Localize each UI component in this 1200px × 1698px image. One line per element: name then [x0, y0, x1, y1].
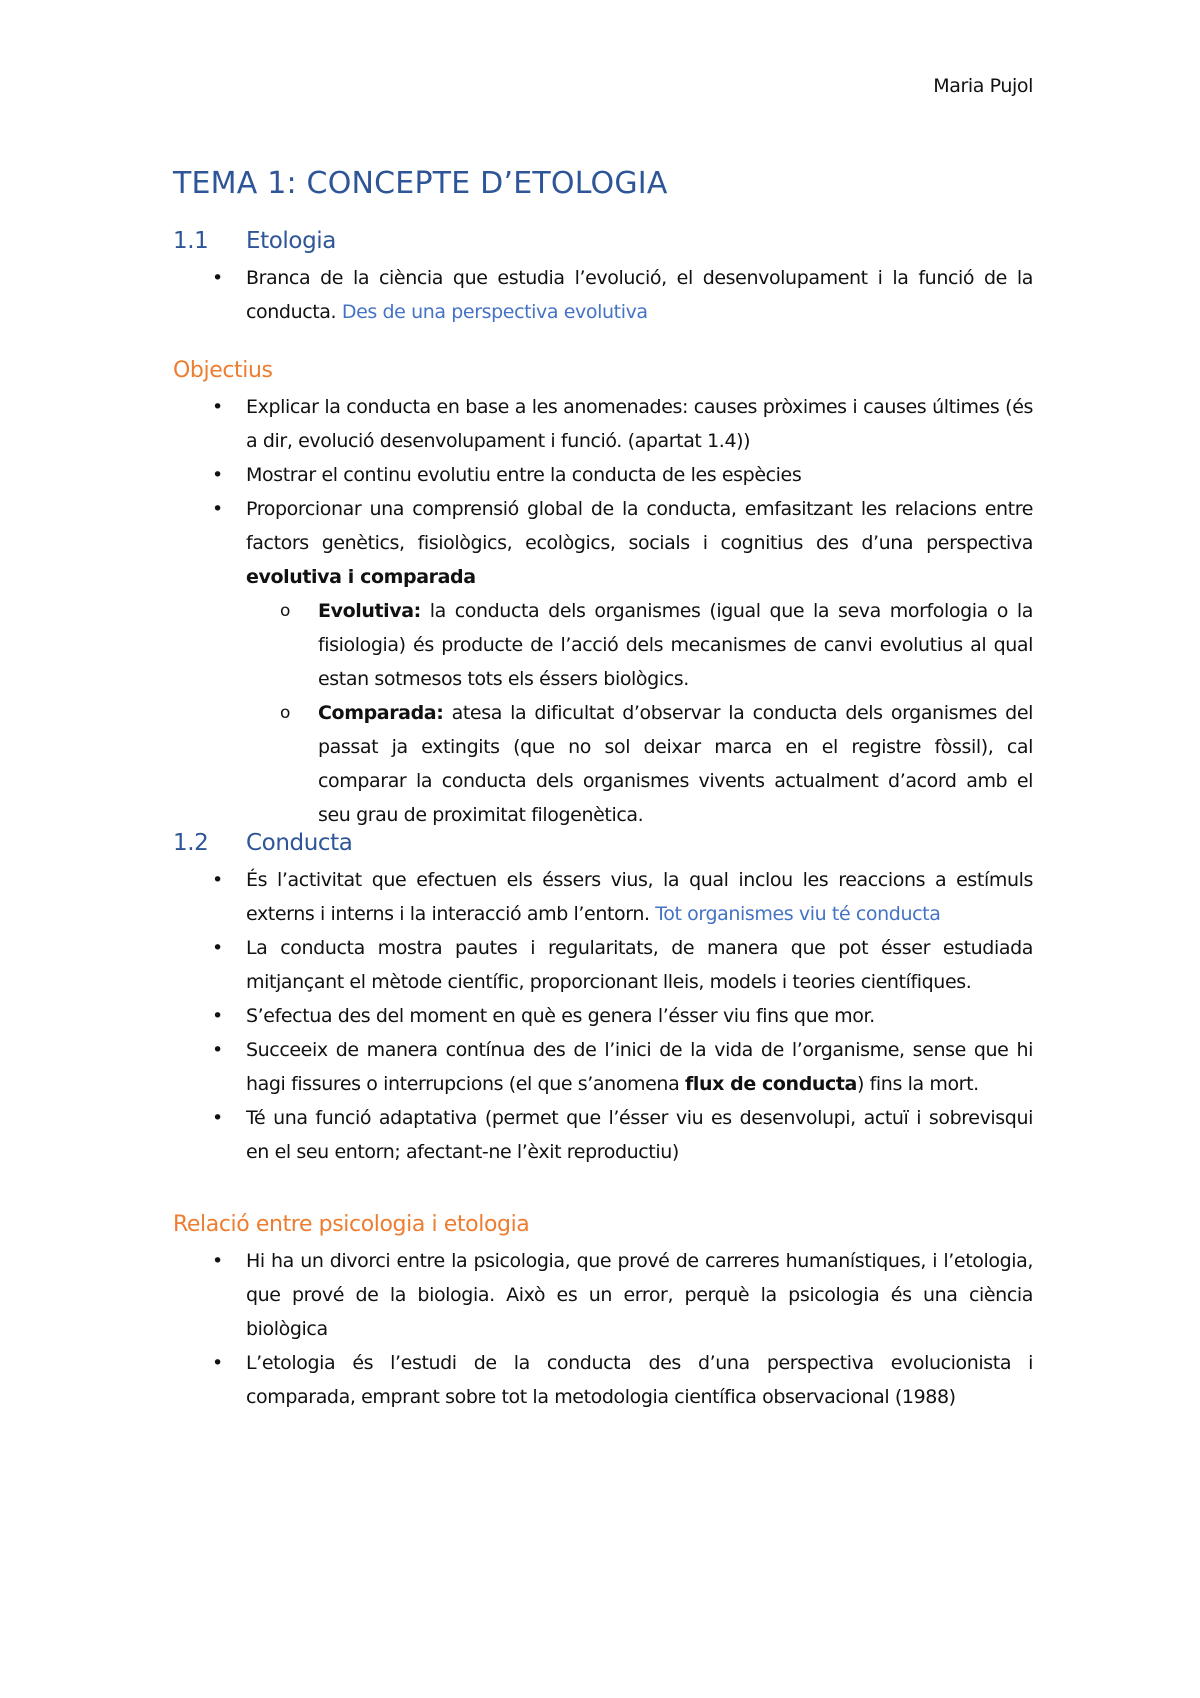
section-title: Conducta — [246, 830, 353, 856]
list-item-text: És l’activitat que efectuen els éssers vius, la qual inclou les reaccions a estímuls externs i interns i la interacció amb l’entorn. — [246, 869, 1033, 925]
highlight-text: Des de una perspectiva evolutiva — [341, 301, 648, 323]
section-heading-etologia — [173, 228, 336, 254]
list-item-text: ) fins la mort. — [856, 1073, 979, 1095]
list-item: • Explicar la conducta en base a les anomenades: causes pròximes i causes últimes (és a dir, evolució desenvolupament i funció. (apartat 1.4)) — [173, 390, 1033, 458]
conducta-list — [173, 863, 1033, 1169]
subheading-objectius: Objectius — [173, 358, 273, 383]
section-number: 1.2 — [173, 830, 209, 856]
list-item: • L’etologia és l’estudi de la conducta des d’una perspectiva evolucionista i comparada, emprant sobre tot la metodologia científica observacional (1988) — [173, 1346, 1033, 1414]
bold-text: Evolutiva: — [318, 600, 421, 622]
list-item-text: Proporcionar una comprensió global de la conducta, emfasitzant les relacions entre factors genètics, fisiològics, ecològics, socials i cognitius des d’una perspectiva — [246, 498, 1033, 554]
list-item-text: Branca de la ciència que estudia l’evolució, el desenvolupament i la funció de la conducta. — [246, 267, 1033, 323]
bold-text: evolutiva i comparada — [246, 566, 476, 588]
list-item-text: Succeeix de manera contínua des de l’inici de la vida de l’organisme, sense que hi hagi fissures o interrupcions (el que s’anomena — [246, 1039, 1033, 1095]
sublist-item — [173, 594, 1033, 696]
objectius-list — [173, 390, 1033, 832]
sublist-item — [173, 696, 1033, 832]
list-item — [173, 863, 1033, 931]
bold-text: flux de conducta — [684, 1073, 857, 1095]
list-item: • Té una funció adaptativa (permet que l’ésser viu es desenvolupi, actuï i sobrevisqui en el seu entorn; afectant-ne l’èxit reproductiu) — [173, 1101, 1033, 1169]
sublist — [173, 594, 1033, 832]
list-item — [173, 492, 1033, 832]
list-item: • Hi ha un divorci entre la psicologia, que prové de carreres humanístiques, i l’etologia, que prové de la biologia. Això es un error, perquè la psicologia és una ciència biològica — [173, 1244, 1033, 1346]
section-heading-conducta — [173, 830, 352, 856]
list-item: • S’efectua des del moment en què es genera l’ésser viu fins que mor. — [173, 999, 1033, 1033]
highlight-text: Tot organismes viu té conducta — [655, 903, 941, 925]
list-item: • La conducta mostra pautes i regularitats, de manera que pot ésser estudiada mitjançant el mètode científic, proporcionant lleis, models i teories científiques. — [173, 931, 1033, 999]
relacio-list — [173, 1244, 1033, 1414]
bold-text: Comparada: — [318, 702, 444, 724]
sublist-item-text: atesa la dificultat d’observar la conducta dels organismes del passat ja extingits (que no sol deixar marca en el registre fòssil), cal comparar la conducta dels organismes vivents actualment d’acord amb el seu grau de proximitat filogenètica. — [318, 702, 1033, 826]
subheading-relacio: Relació entre psicologia i etologia — [173, 1212, 530, 1237]
header-author: Maria Pujol — [933, 75, 1033, 97]
list-item: • Mostrar el continu evolutiu entre la conducta de les espècies — [173, 458, 1033, 492]
sublist-item-text: la conducta dels organismes (igual que la seva morfologia o la fisiologia) és producte de l’acció dels mecanismes de canvi evolutius al qual estan sotmesos tots els éssers biològics. — [318, 600, 1033, 690]
section-title: Etologia — [246, 228, 336, 254]
page-title: TEMA 1: CONCEPTE D’ETOLOGIA — [173, 166, 668, 201]
section-number: 1.1 — [173, 228, 209, 254]
etologia-list — [173, 261, 1033, 329]
list-item — [173, 261, 1033, 329]
list-item — [173, 1033, 1033, 1101]
